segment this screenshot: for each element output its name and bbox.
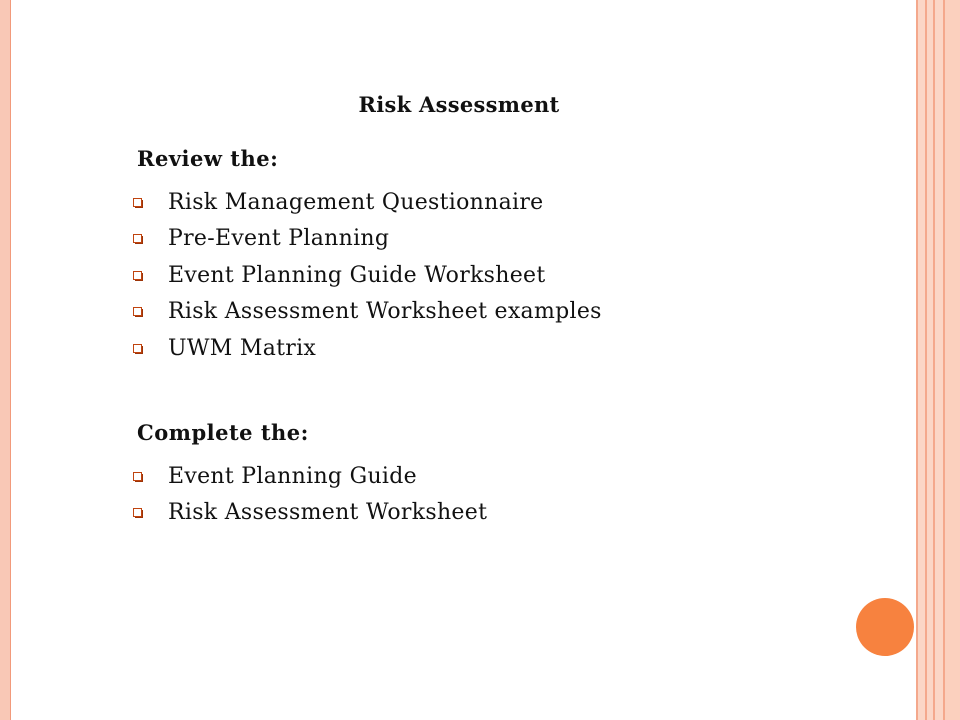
list-item-label: Event Planning Guide Worksheet bbox=[168, 262, 546, 288]
complete-heading: Complete the: bbox=[137, 420, 309, 445]
list-item bbox=[133, 330, 602, 367]
list-item bbox=[133, 294, 602, 331]
list-item bbox=[133, 458, 487, 495]
complete-list bbox=[133, 458, 487, 531]
review-heading: Review the: bbox=[137, 146, 279, 171]
square-bullet-icon bbox=[133, 344, 142, 353]
list-item bbox=[133, 184, 602, 221]
review-list bbox=[133, 184, 602, 367]
list-item-label: Risk Assessment Worksheet examples bbox=[168, 299, 602, 325]
orange-circle-decoration bbox=[856, 598, 914, 656]
square-bullet-icon bbox=[133, 234, 142, 243]
square-bullet-icon bbox=[133, 307, 142, 316]
right-border-stripes bbox=[916, 0, 960, 720]
list-item-label: Risk Assessment Worksheet bbox=[168, 500, 488, 526]
square-bullet-icon bbox=[133, 508, 142, 517]
square-bullet-icon bbox=[133, 472, 142, 481]
square-bullet-icon bbox=[133, 271, 142, 280]
list-item bbox=[133, 221, 602, 258]
list-item-label: Pre-Event Planning bbox=[168, 226, 390, 252]
square-bullet-icon bbox=[133, 198, 142, 207]
list-item-label: Event Planning Guide bbox=[168, 463, 417, 489]
list-item-label: Risk Management Questionnaire bbox=[168, 189, 544, 215]
slide-title: Risk Assessment bbox=[358, 92, 560, 117]
list-item-label: UWM Matrix bbox=[168, 335, 317, 361]
list-item bbox=[133, 257, 602, 294]
list-item bbox=[133, 495, 487, 532]
